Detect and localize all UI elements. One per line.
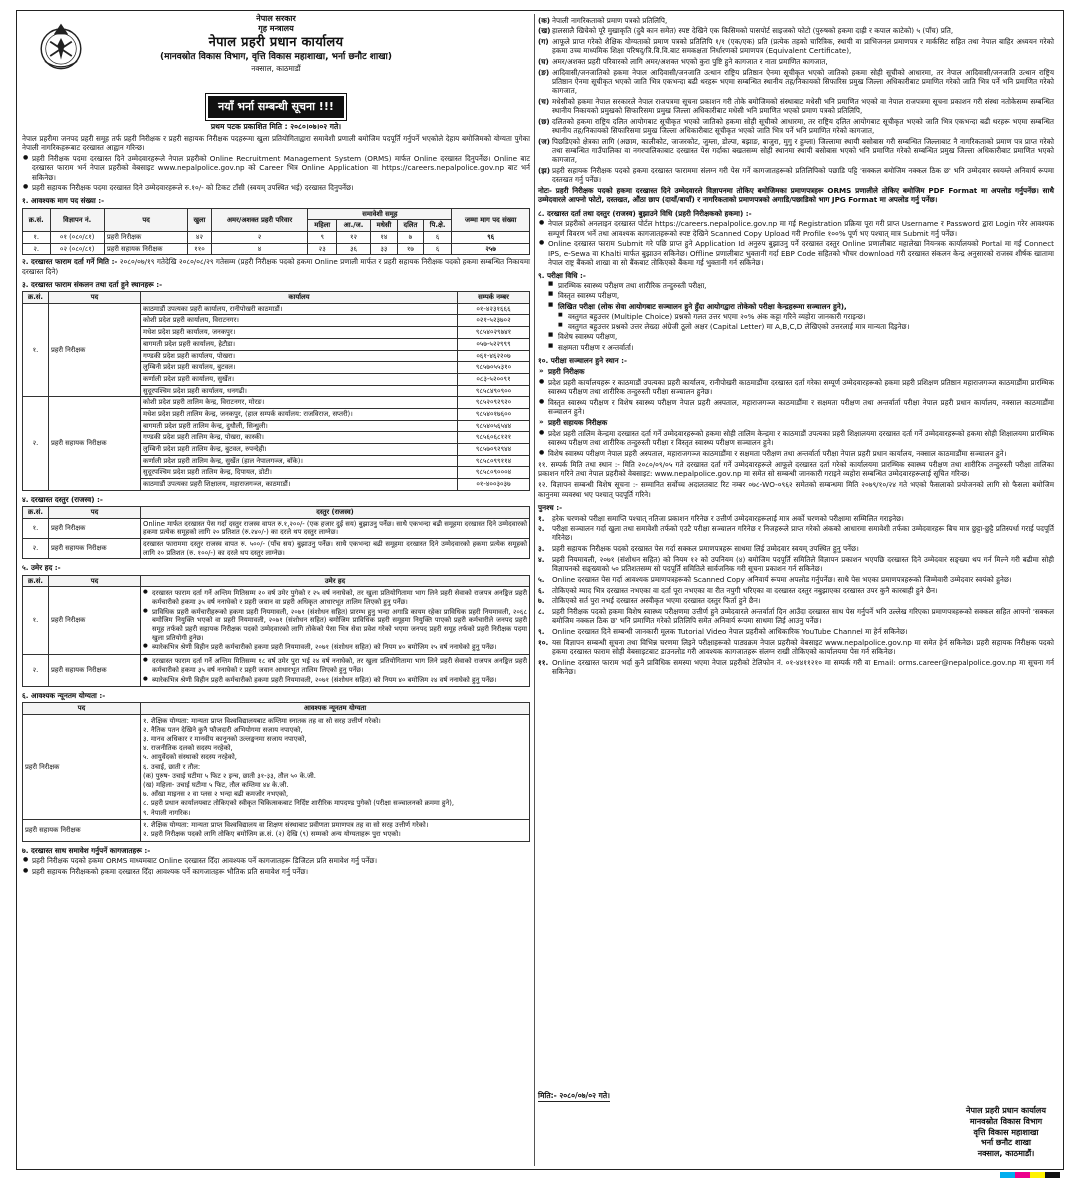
header-department: (मानवस्रोत विकास विभाग, वृत्ति विकास महाशाखा, भर्ना छनौट शाखा) bbox=[159, 52, 393, 63]
cell: ०६१-४६२२०७ bbox=[458, 350, 530, 362]
item-text: तोकिएको म्याद भित्र दरखास्त नभएका वा दर्ता पूरा नभएका वा रीत नपुगी भरिएका वा दरखास्त दस्तुर नबुझाएका दरखास्त उपर कुनै कारबाही हुने छैन। bbox=[552, 585, 938, 595]
cell: ९८५८०९९११४ bbox=[458, 455, 530, 467]
signature-line: मानवस्रोत विकास विभाग bbox=[969, 1116, 1043, 1126]
col-post: पद bbox=[49, 292, 141, 304]
age-point: ● ब्यारेकभित्र श्रेणी विहीन प्रहरी कर्मचारीको हकमा प्रहरी नियमावली, २०७१ (संशोधन सहित) को नियम ४० बमोजिम २४ वर्ष ननाघेको हुनु पर्नेछ। bbox=[143, 676, 527, 685]
cell: ९८५६०६८१२१ bbox=[458, 432, 530, 444]
cell: कोशी प्रदेश प्रहरी तालिम केन्द्र, विराटनगर, मोरङ। bbox=[141, 397, 458, 409]
col-post: पद bbox=[104, 208, 187, 231]
cell: ९८५७०५५३१० bbox=[458, 362, 530, 374]
cell: प्रहरी निरीक्षक bbox=[49, 303, 141, 397]
item-text: Online दरखास्त दिने सम्बन्धी जानकारी मूलक Tutorial Video नेपाल प्रहरीको आधिकारिक YouTube Channel मा हेर्न सकिनेछ। bbox=[552, 626, 908, 636]
cell: १७ bbox=[397, 243, 423, 255]
cell: सुदूरपश्चिम प्रदेश प्रहरी कार्यालय, धनगढी। bbox=[141, 385, 458, 397]
cell: ९ bbox=[308, 232, 337, 244]
item-text: Online दरखास्त पेस गर्दा आवश्यक प्रमाणपत्रहरूको Scanned Copy अनिवार्य रूपमा अपलोड गर्नुपर्नेछ। साथै पेस भएका प्रमाणपत्रहरूको जिम्मेवारी उम्मेदवार स्वयंको हुनेछ। bbox=[552, 574, 1012, 584]
table-row bbox=[23, 819, 530, 841]
cell: ७ bbox=[397, 232, 423, 244]
punashcha-item bbox=[538, 524, 1054, 542]
item-marker: (घ) bbox=[538, 56, 549, 66]
cell bbox=[141, 819, 530, 841]
section-1-title: १. आवश्यक माग पद संख्या :- bbox=[22, 196, 105, 206]
col-dalit: दलित bbox=[397, 220, 423, 232]
cell: ९८५७०९२९४४ bbox=[458, 444, 530, 456]
section-4-title: ४. दरखास्त दस्तुर (राजस्व) :- bbox=[22, 494, 103, 504]
qualification-line: २. प्रहरी निरीक्षक पदको लागि तोकिए बमोजिम क्र.सं. (२) देखि (९) सम्मको अन्य योग्यताहरू पुरा भएको। bbox=[143, 830, 401, 839]
signature-line: वृत्ति विकास महाशाखा bbox=[973, 1127, 1039, 1137]
age-point: ● प्राविधिक प्रहरी कर्मचारीहरूको हकमा प्रहरी नियमावली, २०७१ (संशोधन सहित) प्रारम्भ हुनु भन्दा अगाडि कायम रहेका प्राविधिक प्रहरी नियमावली, २०६८ बमोजिम नियुक्ति भएको वा प्रहरी नियमावली, २०७१ (संशोधन सहित) बमोजिम प्राविधिक प्रहरी समूहमा नियुक्ति पाएको प्रहरी कर्मचारीले जनपद प्रहरी समूह तर्फको प्रहरी सहायक निरीक्षक पदको उम्मेदवारको लागि तोकेको पेसा भित्र सेवा प्रवेश गरेको भएमा जनपद प्रहरी समूह तर्फको प्रहरी निरीक्षक पदमा खुला प्रतियोगी हुनेछ। bbox=[143, 608, 527, 643]
cell: ०२ (०८०/८१) bbox=[50, 243, 104, 255]
col-open: खुला bbox=[188, 208, 211, 231]
notice-title: नयाँ भर्ना सम्बन्धी सूचना !!! bbox=[208, 96, 344, 118]
table-row bbox=[23, 303, 530, 315]
cell: सुदूरपश्चिम प्रदेश प्रहरी तालिम केन्द्र, दिपायल, डोटी। bbox=[141, 467, 458, 479]
col-madhesi: मधेसी bbox=[370, 220, 397, 232]
qualification-line: १. शैक्षिक योग्यता: मान्यता प्राप्त विश्वविद्यालय वा शिक्षण संस्थाबाट प्रवीणता प्रमाणपत्र तह वा सो सरह उत्तीर्ण गरेको। bbox=[143, 821, 429, 830]
header-gov: नेपाल सरकार bbox=[256, 14, 296, 23]
intro-bullet-1: ● प्रहरी निरीक्षक पदमा दरखास्त दिने उम्मेदवारहरूले नेपाल प्रहरीको Online Recruitment Management System (ORMS) मार्फत Online दरखास्त दिनुपर्नेछ। Online बाट दरखास्त फाराम भर्न नेपाल प्रहरीको वेबसाइट www.nepalpolice.gov.np को Career भित्र Online Application वा https://careers.nepalpolice.gov.np बाट भर्न सकिनेछ। bbox=[22, 154, 530, 182]
col-post: पद bbox=[49, 507, 141, 519]
cell: लुम्बिनी प्रदेश प्रहरी कार्यालय, बुटवल। bbox=[141, 362, 458, 374]
cell: २. bbox=[23, 397, 49, 491]
venue-item: ● प्रदेश प्रहरी तालिम केन्द्रमा दरखास्त दर्ता गर्ने उम्मेदवारहरूको हकमा सोही तालिम केन्द्रमा र काठमाडौं उपत्यका प्रहरी शिक्षालयमा दरखास्त दर्ता गर्ने उम्मेदवारहरूको हकमा सोही शिक्षालयमा प्रारम्भिक स्वास्थ्य परीक्षण तथा शारीरिक तन्दुरुस्ती परीक्षा र विस्तृत स्वास्थ्य परीक्षण सञ्चालन हुने। bbox=[538, 429, 1054, 447]
table-row bbox=[23, 587, 530, 655]
exam-item: ■ प्रारम्भिक स्वास्थ्य परीक्षण तथा शारीरिक तन्दुरुस्ती परीक्षा, bbox=[548, 281, 1054, 290]
item-text: प्रहरी नियमावली, २०७१ (संशोधन सहित) को नियम १२ को उपनियम (४) बमोजिम पदपूर्ति समितिले विज्ञापन प्रकाशन भएपछि दरखास्त दिने उम्मेदवार सङ्ख्या थप गर्न मिल्ने गरी बढीमा सोही विज्ञापनको सङ्ख्याको ५० प्रतिशतसम्म सो पदपूर्ति समितिले सार्वजनिक गरी सूचना प्रकाशन गर्न सकिनेछ। bbox=[552, 554, 1054, 574]
punashcha-title: पुनश्च :- bbox=[538, 502, 563, 512]
qualification-line: ७. आँखा माइनस २ वा प्लस २ भन्दा बढी कमजोर नभएको, bbox=[143, 790, 289, 799]
document-item bbox=[538, 137, 1054, 165]
posts-table bbox=[22, 208, 530, 256]
section-2 bbox=[22, 257, 530, 275]
punashcha-list bbox=[538, 514, 1054, 677]
item-marker: ३. bbox=[538, 544, 545, 554]
punashcha-item bbox=[538, 544, 1054, 553]
sign-date: मिति:- २०८०/०७/०२ गते। bbox=[538, 1091, 610, 1101]
table-row bbox=[23, 243, 530, 255]
cell bbox=[141, 715, 530, 820]
cell: ३६ bbox=[337, 243, 371, 255]
cell: १. bbox=[23, 303, 49, 397]
col-martyr: अमर/अशक्त प्रहरी परिवार bbox=[211, 208, 308, 231]
section-8-bullet-2: ● Online दरखास्त फाराम Submit गरे पछि प्राप्त हुने Application Id अनुरुप बुझाउनु पर्ने दरखास्त दस्तुर Online प्रणालीबाट महालेखा नियन्त्रक कार्यालयको Portal मा गई Connect IPS, e-Sewa वा Khalti मार्फत बुझाउन सकिनेछ। Offline प्रणालीबाट भुक्तानी गर्दा EBP Code सहितको भौचर download गरी दरखास्त संकलन केन्द्र अनुसारको राजस्व शीर्षक खातामा नेपाल राष्ट्र बैंकको शाखा वा सो बैंकबाट तोकिएको बैंकमा गई भुक्तानी गर्न सकिनेछ। bbox=[538, 239, 1054, 267]
cell: २ bbox=[211, 232, 308, 244]
cell: मधेश प्रदेश प्रहरी तालिम केन्द्र, जनकपुर, (हाल सम्पर्क कार्यालय: राजविराज, सप्तरी)। bbox=[141, 408, 458, 420]
item-text: पिछडिएको क्षेत्रका लागि (अछाम, कालीकोट, जाजरकोट, जुम्ला, डोल्पा, बझाङ, बाजुरा, मुगु र हुम्ला) जिल्लामा स्थायी बसोबास गरी सम्बन्धित जिल्लाबाट नै नागरिकताको प्रमाण पत्र प्राप्त गरेको तथा सम्बन्धित गाउँपालिका वा नगरपालिकाबाट दरखास्त पेस गर्दाका बखतसम्म सोही स्थानमा स्थायी बसोबास भएको भनि प्रमाणित गरेको सम्बन्धित प्रमुख जिल्ला अधिकारीबाट प्रमाणित भएको कागजात, bbox=[552, 136, 1054, 165]
cell: बागमती प्रदेश प्रहरी कार्यालय, हेटौडा। bbox=[141, 338, 458, 350]
item-text: अमर/अशक्त प्रहरी परिवारको लागि अमर/अशक्त भएको कुरा पुष्टि हुने कागजात र नाता प्रमाणित कागजात, bbox=[552, 56, 828, 66]
item-text: प्रहरी निरीक्षक पदको हकमा विशेष स्वास्थ्य परीक्षणमा उत्तीर्ण हुने उम्मेदवारले अन्तर्वार्ता दिन आउँदा दरखास्त साथ पेस गर्नुपर्ने भनि उल्लेख गरिएका प्रमाणपत्रहरूको सक्कल सहित आफ्नो 'सक्कल बमोजिम नक्कल ठिक छ' भनि प्रमाणित गरेको प्रतिलिपि समेत अनिवार्य रूपमा साथमा लिई आउनु पर्नेछ। bbox=[552, 606, 1054, 626]
column-divider bbox=[534, 14, 535, 1166]
cell: २. bbox=[23, 539, 49, 559]
section-5-title: ५. उमेर हद :- bbox=[22, 563, 61, 573]
cell: २. bbox=[23, 243, 51, 255]
cell: ९६ bbox=[452, 232, 530, 244]
col-adibasi: आ./ज. bbox=[337, 220, 371, 232]
cell: १. bbox=[23, 587, 49, 655]
cell: प्रहरी सहायक निरीक्षक bbox=[104, 243, 187, 255]
cell: ९८५४०२९७४१ bbox=[458, 327, 530, 339]
header bbox=[22, 14, 530, 92]
document-item bbox=[538, 117, 1054, 135]
cell: ९८५८४९०९०० bbox=[458, 385, 530, 397]
item-marker: ९. bbox=[538, 626, 545, 636]
signature-line: नक्साल, काठमाडौं। bbox=[977, 1149, 1035, 1159]
table-row bbox=[23, 518, 530, 538]
fee-table bbox=[22, 506, 530, 559]
cell: प्रहरी निरीक्षक bbox=[104, 232, 187, 244]
punashcha-item bbox=[538, 596, 1054, 605]
documents-list bbox=[538, 16, 1054, 185]
item-marker: २. bbox=[538, 524, 545, 534]
cell: ०१-४२३१६६६ bbox=[458, 303, 530, 315]
col-sn: क्र.सं. bbox=[23, 575, 49, 587]
exam-subitem: ■ वस्तुगत बहुउत्तर (Multiple Choice) प्रश्नको गलत उत्तर भएमा २०% अंक कट्टा गरिने व्यहोरा जानकारी गराइन्छ। bbox=[558, 312, 1054, 321]
col-qual: आवश्यक न्यूनतम योग्यता bbox=[141, 703, 530, 715]
punashcha-item bbox=[538, 658, 1054, 676]
qualification-line: ८. प्रहरी प्रधान कार्यालयबाट तोकिएको स्वीकृत चिकित्सकबाट निर्दिष्ट शारीरिक मापदण्ड पुगेको (परीक्षा सञ्चालनको क्रममा हुने), bbox=[143, 799, 455, 808]
qualification-line: २. नैतिक पतन देखिने कुनै फौजदारी अभियोगमा सजाय नपाएको, bbox=[143, 725, 303, 734]
exam-item: ■ लिखित परीक्षा (लोक सेवा आयोगबाट सञ्चालन हुने हुँदा आयोगद्वारा तोकेको परीक्षा केन्द्रहरूमा सञ्चालन हुने), bbox=[548, 302, 1054, 311]
item-marker: ११. bbox=[538, 657, 549, 667]
col-post: पद bbox=[23, 703, 141, 715]
punashcha-item bbox=[538, 607, 1054, 625]
section-3-title: ३. दरखास्त फाराम संकलन तथा दर्ता हुने स्थानहरू :- bbox=[22, 279, 163, 289]
item-text: आदिवासी/जनजातिको हकमा नेपाल आदिवासी/जनजाति उत्थान राष्ट्रिय प्रतिष्ठान ऐनमा सूचीकृत भएको जातिको हकमा सोही सूचीको आधारमा, तर नेपाल आदिवासी/जनजाति उत्थान राष्ट्रिय प्रतिष्ठान ऐनमा सूचीकृत भएको जाति भित्र एकभन्दा बढी थरहरू भएमा सम्बन्धित स्थानीय तह/निकायको सिफारिस प्रमुख जिल्ला अधिकारीबाट प्रमाणित गरेको जाति भित्र पर्ने भनि प्रमाणित गरेको कागजात, bbox=[552, 67, 1054, 96]
age-point: ● दरखास्त फाराम दर्ता गर्ने अन्तिम मितिसम्म २० वर्ष उमेर पुगेको र २५ वर्ष ननाघेको, तर खुला प्रतियोगितामा भाग लिने प्रहरी सेवाको राजपत्र अनङ्कित प्रहरी कर्मचारीको हकमा ३५ वर्ष ननाघेको र प्रहरी जवान वा प्रहरी अधिकृत आधारभूत तालिम लिएको हुनु पर्नेछ। bbox=[143, 589, 527, 606]
cell: लुम्बिनी प्रदेश प्रहरी तालिम केन्द्र, बुटवल, रुपन्देही। bbox=[141, 444, 458, 456]
col-age: उमेर हद bbox=[141, 575, 530, 587]
document-item bbox=[538, 26, 1054, 35]
cell: प्रहरी निरीक्षक bbox=[23, 715, 141, 820]
col-sn: क्र.सं. bbox=[23, 292, 49, 304]
cell: प्रहरी सहायक निरीक्षक bbox=[49, 397, 141, 491]
section-11: ११. सम्पर्क मिति तथा स्थान :- मिति २०८०/०९/०५ गते दरखास्त दर्ता गर्ने उम्मेदवारहरूले आफूले दरखास्त दर्ता गरेको कार्यालयमा प्रारम्भिक स्वास्थ्य परीक्षण तथा शारीरिक तन्दुरुस्ती परीक्षा तालिका प्रकाशन गरिने तथा नेपाल प्रहरीको वेबसाइट: www.nepalpolice.gov.np मा समेत सो सम्बन्धी जानकारी गराइने व्यहोरा सम्बन्धित उम्मेदवारहरूलाई सूचित गरिन्छ। bbox=[538, 459, 1054, 479]
item-marker: (ग) bbox=[538, 36, 549, 46]
cell: ६ bbox=[423, 232, 451, 244]
venue-asi-heading: » प्रहरी सहायक निरीक्षक bbox=[538, 418, 1054, 427]
document-item bbox=[538, 166, 1054, 184]
table-row bbox=[23, 397, 530, 409]
cell: दरखास्त फाराममा दस्तुर राजस्व वापत रु. ५००/- (पाँच सय) बुझाउनु पर्नेछ। साथै एकभन्दा बढी समूहमा दरखास्त दिने उम्मेदवारको हकमा प्रत्येक समूहको लागि २० प्रतिशत (रु. १००/-) का दरले थप दस्तुर लाग्नेछ। bbox=[141, 539, 530, 559]
col-sn: क्र.सं. bbox=[23, 507, 49, 519]
cell: ९८५२०९२९२० bbox=[458, 397, 530, 409]
item-marker: (छ) bbox=[538, 116, 550, 126]
intro-paragraph: नेपाल प्रहरीमा जनपद प्रहरी समूह तर्फ प्रहरी निरीक्षक र प्रहरी सहायक निरीक्षक पदहरूमा खुला प्रतियोगिताद्वारा समावेशी प्रणाली बमोजिम पदपूर्ति गर्नुपर्ने भएकोले देहाय बमोजिमको योग्यता पुगेका नेपाली नागरिकहरूबाट दरखास्त आह्वान गरिन्छ। bbox=[22, 133, 530, 152]
col-sn: क्र.सं. bbox=[23, 208, 51, 231]
section-6-title: ६. आवश्यक न्यूनतम योग्यता :- bbox=[22, 691, 106, 701]
document-item bbox=[538, 16, 1054, 25]
cell: २५७ bbox=[452, 243, 530, 255]
section-10-title: १०. परीक्षा सञ्चालन हुने स्थान :- bbox=[538, 355, 628, 365]
col-total: जम्मा माग पद संख्या bbox=[452, 208, 530, 231]
cell: प्रहरी सहायक निरीक्षक bbox=[23, 819, 141, 841]
cell: ४ bbox=[211, 243, 308, 255]
table-row bbox=[23, 655, 530, 687]
offices-table bbox=[22, 291, 530, 491]
cell: काठमाडौं उपत्यका प्रहरी कार्यालय, रानीपोखरी काठमाडौं। bbox=[141, 303, 458, 315]
item-text: आफूले प्राप्त गरेको शैक्षिक योग्यताको प्रमाण पत्रको प्रतिलिपि १/१ (एक/एक) प्रति (प्रत्येक तहको चारित्रिक, स्थायी वा प्राभिजनल प्रमाणपत्र र मार्कसिट सहित तथा नेपाल बाहिर अध्ययन गरेको हकमा उच्च माध्यमिक शिक्षा परिषद्/त्रि.वि.वि.बाट समकक्षता निर्धारणको प्रमाणपत्र (Equivalent Certificate), bbox=[552, 36, 1054, 56]
venue-item: ● प्रदेश प्रहरी कार्यालयहरू र काठमाडौं उपत्यका प्रहरी कार्यालय, रानीपोखरी काठमाडौंमा दरखास्त दर्ता गरेका सम्पूर्ण उम्मेदवारहरूको हकमा प्रहरी प्रशिक्षण प्रतिष्ठान महाराजगञ्ज काठमाडौंमा प्रारम्भिक स्वास्थ्य परीक्षण तथा शारीरिक तन्दुरुस्ती परीक्षा सञ्चालन हुनेछ। bbox=[538, 378, 1054, 396]
item-text: हरेक चरणको परीक्षा समाप्ति पश्चात् नतिजा प्रकाशन गरिनेछ र उत्तीर्ण उम्मेदवारहरूलाई मात्र अर्को चरणको परीक्षामा सम्मिलित गराइनेछ। bbox=[552, 513, 904, 523]
item-text: मधेसीको हकमा नेपाल सरकारले नेपाल राजपत्रमा सूचना प्रकाशन गरी तोके बमोजिमको संस्थाबाट मधेसी भनि प्रमाणित भएको वा नेपाल राजपत्रमा सूचना प्रकाशन गरी संस्था नतोकेसम्म सम्बन्धित स्थानीय निकायको प्रमुखको सिफारिसमा प्रमुख जिल्ला अधिकारीबाट मधेसी भनि प्रमाणित भएको प्रमाण पत्रको प्रतिलिपि, bbox=[552, 96, 1054, 115]
qualification-line: १. शैक्षिक योग्यता: मान्यता प्राप्त विश्वविद्यालयबाट कम्तिमा स्नातक तह वा सो सरह उत्तीर्ण गरेको। bbox=[143, 716, 381, 725]
exam-item: ■ विशेष स्वास्थ्य परीक्षण, bbox=[548, 332, 1054, 341]
section-8-title: ८. दरखास्त दर्ता तथा दस्तुर (राजस्व) बुझाउने विधि (प्रहरी निरीक्षकको हकमा) :- bbox=[538, 208, 752, 218]
col-phone: सम्पर्क नम्बर bbox=[458, 292, 530, 304]
publication-date: प्रथम पटक प्रकाशित मिति : २०८०।०७।०२ गते। bbox=[210, 122, 342, 132]
cell: Online मार्फत दरखास्त पेस गर्दा दस्तुर राजस्व वापत रु.१,२००/- (एक हजार दुई सय) बुझाउनु पर्नेछ। साथै एकभन्दा बढी समूहमा दरखास्त दिने उम्मेदवारको हकमा प्रत्येक समूहको लागि २० प्रतिशत (रु.२४०/-) का दरले थप दस्तुर लाग्नेछ। bbox=[141, 518, 530, 538]
item-marker: (क) bbox=[538, 15, 551, 25]
item-marker: ५. bbox=[538, 574, 545, 584]
item-marker: ६. bbox=[538, 585, 545, 595]
cell: ०२१-५२३७०२ bbox=[458, 315, 530, 327]
cell: १४ bbox=[370, 232, 397, 244]
col-inclusive: समावेशी समूह bbox=[308, 208, 452, 220]
col-post: पद bbox=[49, 575, 141, 587]
punashcha-item bbox=[538, 638, 1054, 656]
cell: बागमती प्रदेश प्रहरी तालिम केन्द्र, दुधौली, सिन्धुली। bbox=[141, 420, 458, 432]
item-text: परीक्षा सञ्चालन गर्दा खुला तथा समावेशी तर्फको एउटै परीक्षा सञ्चालन गरिनेछ र निजहरूले प्राप्त गरेको अंकको आधारमा समावेशी तर्फका उम्मेदवारहरू बिच मात्र छुट्टा-छुट्टै प्रतिस्पर्धा गराई पदपूर्ति गरिनेछ। bbox=[552, 524, 1054, 543]
item-marker: (ख) bbox=[538, 26, 551, 36]
table-row bbox=[23, 715, 530, 820]
cell: प्रहरी सहायक निरीक्षक bbox=[49, 539, 141, 559]
cell: ६ bbox=[423, 243, 451, 255]
section-7-bullet-2: ● प्रहरी सहायक निरीक्षकको हकमा दरखास्त दिँदा आवश्यक पर्ने कागजातहरू भौतिक प्रति समावेश गर्नु पर्नेछ। bbox=[22, 867, 530, 876]
item-marker: (च) bbox=[538, 96, 550, 106]
qualification-line: (ख) महिला- उचाई घटीमा ५ फिट, तौल कम्तिमा ४४ के.जी. bbox=[143, 780, 289, 789]
col-adv: विज्ञापन नं. bbox=[50, 208, 104, 231]
cell: २३ bbox=[308, 243, 337, 255]
item-marker: ८. bbox=[538, 606, 545, 616]
cell: ४२ bbox=[188, 232, 211, 244]
cell: १. bbox=[23, 518, 49, 538]
exam-item: ■ सक्षमता परीक्षण र अन्तर्वार्ता। bbox=[548, 343, 1054, 352]
cell: ९८५४०५६५४४ bbox=[458, 420, 530, 432]
cell: कोशी प्रदेश प्रहरी कार्यालय, विराटनगर। bbox=[141, 315, 458, 327]
nepal-police-emblem-icon bbox=[34, 20, 88, 74]
age-point: ● दरखास्त फाराम दर्ता गर्ने अन्तिम मितिसम्म १८ वर्ष उमेर पुरा भई २४ वर्ष ननाघेको, तर खुला प्रतियोगितामा भाग लिने प्रहरी सेवाको राजपत्र अनङ्कित प्रहरी कर्मचारीको हकमा ३५ वर्ष ननाघेको र प्रहरी जवान आधारभूत तालिम लिएको हुनु पर्नेछ। bbox=[143, 657, 527, 674]
cell: कर्णाली प्रदेश प्रहरी तालिम केन्द्र, सुर्खेत (हाल नेपालगञ्ज, बाँके)। bbox=[141, 455, 458, 467]
venue-item: ● विस्तृत स्वास्थ्य परीक्षण र विशेष स्वास्थ्य परीक्षण नेपाल प्रहरी अस्पताल, महाराजगञ्ज काठमाडौंमा र सक्षमता परीक्षण तथा अन्तर्वार्ता परीक्षा नेपाल प्रहरी प्रधान कार्यालय, नक्साल काठमाडौंमा सञ्चालन हुने। bbox=[538, 398, 1054, 416]
header-office: नेपाल प्रहरी प्रधान कार्यालय bbox=[208, 35, 344, 51]
item-marker: (ज) bbox=[538, 136, 550, 146]
item-text: तोकिएको सर्त पुरा नभई दरखास्त अस्वीकृत भएमा दरखास्त दस्तुर फिर्ता हुने छैन। bbox=[552, 596, 761, 606]
item-marker: ४. bbox=[538, 554, 545, 564]
cell: ३३ bbox=[370, 243, 397, 255]
item-marker: (ङ) bbox=[538, 67, 550, 77]
cell: ०१ (०८०/८१) bbox=[50, 232, 104, 244]
document-item bbox=[538, 37, 1054, 55]
cell: २. bbox=[23, 655, 49, 687]
cell: १२ bbox=[337, 232, 371, 244]
cell: गण्डकी प्रदेश प्रहरी कार्यालय, पोखरा। bbox=[141, 350, 458, 362]
table-row bbox=[23, 539, 530, 559]
age-table bbox=[22, 575, 530, 688]
item-text: प्रहरी सहायक निरीक्षक पदको दरखास्त पेस गर्दा सक्कल प्रमाणपत्रहरू साथमा लिई उम्मेदवार स्वयम् उपस्थित हुनु पर्नेछ। bbox=[552, 544, 859, 554]
cell: प्रहरी सहायक निरीक्षक bbox=[49, 655, 141, 687]
item-text: यस विज्ञापन सम्बन्धी सूचना तथा विभिन्न चरणमा लिइने परीक्षाहरूको पाठ्यक्रम नेपाल प्रहरीको वेबसाइट www.nepalpolice.gov.np मा समेत हेर्न सकिनेछ। प्रहरी सहायक निरीक्षक पदको हकमा दरखास्त फाराम सोही वेबसाइटबाट डाउनलोड गरी आवश्यक कागजातहरू संलग्न राखी तोकिएको कार्यालयमा पेस गर्न सकिनेछ। bbox=[552, 637, 1054, 656]
section-7-title: ७. दरखास्त साथ समावेश गर्नुपर्ने कागजातहरू :- bbox=[22, 845, 151, 855]
col-fee: दस्तुर (राजस्व) bbox=[141, 507, 530, 519]
header-location: नक्साल, काठमाडौं bbox=[251, 63, 301, 73]
qualification-line: ६. उचाई, छाती र तौल: bbox=[143, 762, 201, 771]
venue-inspector-heading: » प्रहरी निरीक्षक bbox=[538, 367, 1054, 376]
cell: ०५७-५२२९९९ bbox=[458, 338, 530, 350]
section-9-title: ९. परीक्षा विधि :- bbox=[538, 270, 586, 280]
punashcha-item bbox=[538, 555, 1054, 573]
section-2-text: २०८०/०७/१९ गतेदेखि २०८०/०८/२९ गतेसम्म (प्रहरी निरीक्षक पदको हकमा Online प्रणाली मार्फत र प्रहरी सहायक निरीक्षक पदको हकमा सम्बन्धित निकायमा दरखास्त दिने) bbox=[22, 257, 530, 276]
cell: ०१-४००३०३७ bbox=[458, 479, 530, 491]
cell: ११० bbox=[188, 243, 211, 255]
punashcha-item bbox=[538, 575, 1054, 584]
section-8-bullet-1: ● नेपाल प्रहरीको अनलाइन दरखास्त पोर्टल https://careers.nepalpolice.gov.np मा गई Registration प्रक्रिया पूरा गरी प्राप्त Username र Password द्वारा Login गरेर आवश्यक सम्पूर्ण विवरण भर्ने तथा आवश्यक कागजातहरूको स्पष्ट देखिने Scanned Copy Upload गरी Profile १००% पूर्ण भए पश्चात् मात्र Submit गर्नु पर्नेछ। bbox=[538, 219, 1054, 237]
col-pichh: पि.क्षे. bbox=[423, 220, 451, 232]
qualification-line: ९. नेपाली नागरिक। bbox=[143, 808, 191, 817]
cell: गण्डकी प्रदेश प्रहरी तालिम केन्द्र, पोखरा, कास्की। bbox=[141, 432, 458, 444]
note bbox=[538, 186, 1054, 204]
exam-item: ■ विस्तृत स्वास्थ्य परीक्षण, bbox=[548, 291, 1054, 300]
item-marker: ७. bbox=[538, 596, 545, 606]
print-color-bar bbox=[1000, 1172, 1060, 1178]
document-item bbox=[538, 68, 1054, 96]
left-column bbox=[22, 14, 530, 1166]
punashcha-item bbox=[538, 514, 1054, 523]
age-point: ● ब्यारेकभित्र श्रेणी विहीन प्रहरी कर्मचारीको हकमा प्रहरी नियमावली, २०७१ (संशोधन सहित) को नियम ४० बमोजिम २५ वर्ष ननाघेको हुनु पर्नेछ। bbox=[143, 643, 527, 652]
item-marker: १०. bbox=[538, 637, 549, 647]
cell: प्रहरी निरीक्षक bbox=[49, 587, 141, 655]
section-12: १२. विज्ञापन सम्बन्धी विशेष सूचना :- सम्मानित सर्वोच्च अदालतबाट रिट नम्बर ०७८-WO-०९६२ समेतको सम्बन्धमा मिति २०७९/१०/२४ गते भएको फैसलाको प्रयोजनको लागि सो फैसला बमोजिम कानुनमा व्यवस्था भए पश्चात् पदपूर्ति गरिने। bbox=[538, 480, 1054, 499]
cell: ०८३-५२००९१ bbox=[458, 373, 530, 385]
item-text: प्रहरी सहायक निरीक्षक पदको हकमा दरखास्त फाराममा संलग्न गरी पेस गर्ने कागजातहरूको प्रतिलिपिको पछाडि पट्टि 'सक्कल बमोजिम नक्कल ठिक छ' भनि उम्मेदवार स्वयम्ले अनिवार्य रूपमा दस्तखत गर्नु पर्नेछ। bbox=[552, 165, 1054, 184]
intro-bullet-2: ● प्रहरी सहायक निरीक्षक पदमा दरखास्त दिने उम्मेदवारहरूले रु.१०/- को टिकट टाँसी (स्वयम् उपस्थित भई) दरखास्त दिनुपर्नेछ। bbox=[22, 183, 530, 192]
section-2-title: २. दरखास्त फाराम दर्ता गर्ने मिति :- bbox=[22, 257, 118, 267]
table-row bbox=[23, 232, 530, 244]
qualification-line: ४. राजनीतिक दलको सदस्य नरहेको, bbox=[143, 744, 233, 753]
document-item bbox=[538, 97, 1054, 115]
cell: ९८५४०१७६०० bbox=[458, 408, 530, 420]
document-item bbox=[538, 57, 1054, 66]
offices-body bbox=[23, 303, 530, 490]
col-woman: महिला bbox=[308, 220, 337, 232]
cell bbox=[141, 587, 530, 655]
item-text: Online दरखास्त फाराम भर्दा कुनै प्राविधिक समस्या भएमा नेपाल प्रहरीको टेलिफोन नं. ०१-४४११२१० मा सम्पर्क गरी वा Email: orms.career@nepalpolice.gov.np मा सूचना गर्न सकिनेछ। bbox=[552, 657, 1054, 676]
cell: मधेश प्रदेश प्रहरी कार्यालय, जनकपुर। bbox=[141, 327, 458, 339]
item-marker: १. bbox=[538, 513, 545, 523]
cell: काठमाडौं उपत्यका प्रहरी शिक्षालय, महाराजगञ्ज, काठमाडौं। bbox=[141, 479, 458, 491]
cell: १. bbox=[23, 232, 51, 244]
signature-block bbox=[966, 1106, 1046, 1160]
punashcha-item bbox=[538, 627, 1054, 636]
item-marker: (झ) bbox=[538, 165, 551, 175]
right-column bbox=[538, 14, 1054, 1166]
note-text: नोटः- प्रहरी निरीक्षक पदको हकमा दरखास्त दिने उम्मेदवारले विज्ञापनमा तोकिए बमोजिमका प्रमाणपत्रहरू ORMS प्रणालीले तोकिए बमोजिम PDF Format मा अपलोड गर्नुपर्नेछ। साथै उम्मेदवारले आफ्नो फोटो, दस्तखत, औंठा छाप (दायाँ/बायाँ) र नागरिकताको प्रमाणपत्रको अगाडि/पछाडिको भाग JPG Format मा अपलोड गर्नु पर्नेछ। bbox=[538, 186, 1054, 205]
section-7-bullet-1: ● प्रहरी निरीक्षक पदको हकमा ORMS माध्यमबाट Online दरखास्त दिँदा आवश्यक पर्ने कागजातहरू डिजिटल प्रति समावेश गर्नु पर्नेछ। bbox=[22, 856, 530, 865]
qualification-line: ५. आयुर्वेदको संस्थाको सदस्य नरहेको, bbox=[143, 753, 237, 762]
qualification-line: (क) पुरुष- उचाई घटीमा ५ फिट २ इन्च, छाती ३१-३३, तौल ५० के.जी. bbox=[143, 771, 316, 780]
venue-item: ● विशेष स्वास्थ्य परीक्षण नेपाल प्रहरी अस्पताल, महाराजगञ्ज काठमाडौंमा र सक्षमता परीक्षण तथा अन्तर्वार्ता परीक्षा नेपाल प्रहरी प्रधान कार्यालय, नक्साल काठमाडौंमा सञ्चालन हुने। bbox=[538, 449, 1054, 458]
qualification-table bbox=[22, 702, 530, 841]
cell bbox=[141, 655, 530, 687]
header-ministry: गृह मन्त्रालय bbox=[258, 24, 294, 34]
exam-subitem: ■ वस्तुगत बहुउत्तर प्रश्नको उत्तर लेख्दा अंग्रेजी ठूलो अक्षर (Capital Letter) मा A,B,C,D लेखिएको उत्तरलाई मात्र मान्यता दिइनेछ। bbox=[558, 322, 1054, 331]
item-text: दलितको हकमा राष्ट्रिय दलित आयोगबाट सूचीकृत भएको जातिको हकमा सोही सूचीको आधारमा, तर राष्ट्रिय दलित आयोगबाट सूचीकृत भएको जाति भित्र एकभन्दा बढी थरहरू भएमा सम्बन्धित स्थानीय तह/निकायको सिफारिसमा प्रमुख जिल्ला अधिकारीबाट सूचीकृत भएको जाति भित्र पर्ने भनि प्रमाणित गरेको कागजात, bbox=[552, 116, 1054, 135]
cell: प्रहरी निरीक्षक bbox=[49, 518, 141, 538]
cell: ९८५८०९०००४ bbox=[458, 467, 530, 479]
col-office: कार्यालय bbox=[141, 292, 458, 304]
signature-line: भर्ना छनौट शाखा bbox=[981, 1138, 1032, 1148]
item-text: नेपाली नागरिकताको प्रमाण पत्रको प्रतिलिपि, bbox=[552, 15, 668, 25]
qualification-line: ३. मानव अधिकार र मानवीय कानूनको उल्लङ्घनमा सजाय नपाएको, bbox=[143, 735, 307, 744]
signature-line: नेपाल प्रहरी प्रधान कार्यालय bbox=[966, 1106, 1046, 1116]
punashcha-item bbox=[538, 586, 1054, 595]
cell: कर्णाली प्रदेश प्रहरी कार्यालय, सुर्खेत। bbox=[141, 373, 458, 385]
item-text: हालसालै खिचेको पूरै मुखाकृति (दुबै कान समेत) स्पष्ट देखिने एक किसिमको पासपोर्ट साइजको फोटो (पुरुषको हकमा दाह्री र कपाल काटेको) ५ (पाँच) प्रति, bbox=[552, 26, 954, 36]
